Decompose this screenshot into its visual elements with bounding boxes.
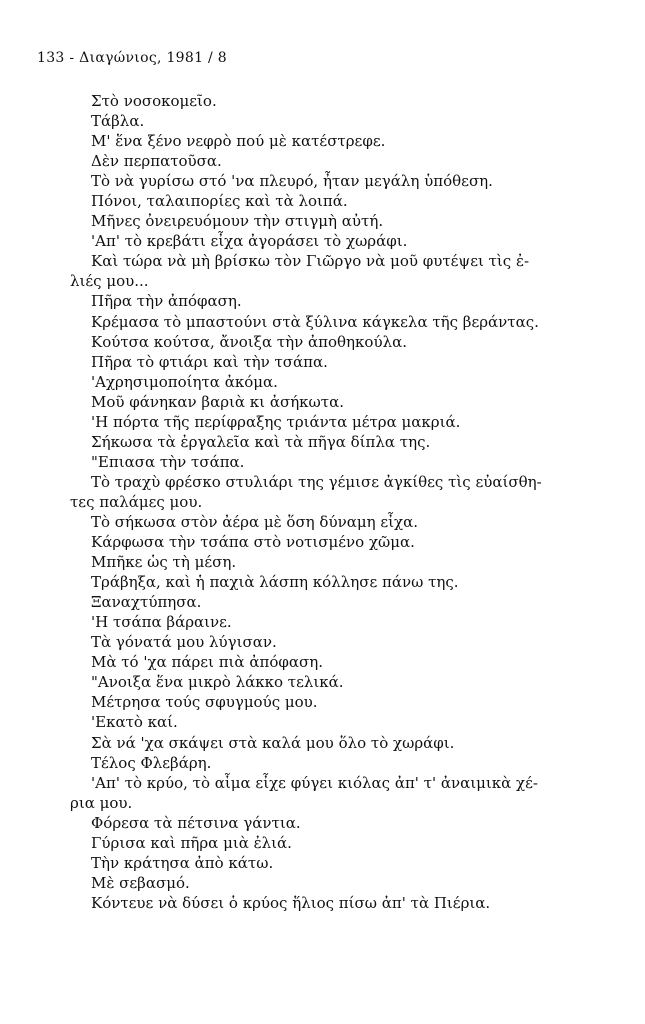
poem-line: "Ανοιξα ἕνα μικρὸ λάκκο τελικά. bbox=[91, 673, 344, 692]
poem-line: Μέτρησα τούς σφυγμούς μου. bbox=[91, 693, 318, 712]
poem-line: Γύρισα καὶ πῆρα μιὰ ἐλιά. bbox=[91, 833, 292, 852]
poem-line: Μὲ σεβασμό. bbox=[91, 873, 190, 892]
poem-line: Κούτσα κούτσα, ἄνοιξα τὴν ἀποθηκούλα. bbox=[91, 332, 407, 351]
poem-line: Μοῦ φάνηκαν βαριὰ κι ἀσήκωτα. bbox=[91, 392, 344, 411]
poem-line: 'Απ' τὸ κρύο, τὸ αἷμα εἶχε φύγει κιόλας ἀπ' τ' ἀναιμικὰ χέ- bbox=[91, 773, 538, 792]
poem-line: Τράβηξα, καὶ ἡ παχιὰ λάσπη κόλλησε πάνω της. bbox=[91, 573, 459, 592]
poem-line: 'Απ' τὸ κρεβάτι εἶχα ἀγοράσει τὸ χωράφι. bbox=[91, 232, 408, 251]
poem-line: Τάβλα. bbox=[91, 112, 145, 131]
poem-line: Μπῆκε ὡς τὴ μέση. bbox=[91, 553, 237, 572]
poem-line: Τὸ τραχὺ φρέσκο στυλιάρι της γέμισε ἀγκίθες τὶς εὐαίσθη- bbox=[91, 472, 542, 491]
poem-line: 'Αχρησιμοποίητα ἀκόμα. bbox=[91, 372, 278, 391]
poem-line-continuation: λιές μου... bbox=[70, 272, 149, 291]
poem-line: Μῆνες ὀνειρευόμουν τὴν στιγμὴ αὐτή. bbox=[91, 212, 384, 231]
poem-line: Τὰ γόνατά μου λύγισαν. bbox=[91, 633, 277, 652]
poem-line: Πόνοι, ταλαιπορίες καὶ τὰ λοιπά. bbox=[91, 192, 348, 211]
poem-line-continuation: ρια μου. bbox=[70, 793, 133, 812]
poem-line: Πῆρα τὴν ἀπόφαση. bbox=[91, 292, 242, 311]
poem-line-continuation: τες παλάμες μου. bbox=[70, 492, 203, 511]
poem-line: 'Εκατὸ καί. bbox=[91, 713, 178, 732]
page-header: 133 - Διαγώνιος, 1981 / 8 bbox=[37, 50, 228, 66]
poem-line: 'Η τσάπα βάραινε. bbox=[91, 613, 232, 632]
poem-line: Ξαναχτύπησα. bbox=[91, 593, 202, 612]
poem-line: Τὸ νὰ γυρίσω στό 'να πλευρό, ἦταν μεγάλη ὑπόθεση. bbox=[91, 172, 493, 191]
poem-line: Κόντευε νὰ δύσει ὁ κρύος ἥλιος πίσω ἀπ' τὰ Πιέρια. bbox=[91, 893, 491, 912]
poem-line: Πῆρα τὸ φτιάρι καὶ τὴν τσάπα. bbox=[91, 352, 328, 371]
poem-line: Δὲν περπατοῦσα. bbox=[91, 152, 222, 171]
poem-line: Κρέμασα τὸ μπαστούνι στὰ ξύλινα κάγκελα τῆς βεράντας. bbox=[91, 312, 539, 331]
poem-line: Τὴν κράτησα ἀπὸ κάτω. bbox=[91, 853, 274, 872]
poem-line: Καὶ τώρα νὰ μὴ βρίσκω τὸν Γιῶργο νὰ μοῦ φυτέψει τὶς ἐ- bbox=[91, 252, 530, 271]
poem-body bbox=[70, 91, 591, 913]
poem-line: 'Η πόρτα τῆς περίφραξης τριάντα μέτρα μακριά. bbox=[91, 412, 461, 431]
poem-line: Στὸ νοσοκομεῖο. bbox=[91, 92, 217, 110]
poem-line: "Επιασα τὴν τσάπα. bbox=[91, 452, 245, 471]
poem-line: Τὸ σήκωσα στὸν ἀέρα μὲ ὅση δύναμη εἶχα. bbox=[91, 512, 418, 531]
poem-line: Σήκωσα τὰ ἐργαλεῖα καὶ τὰ πῆγα δίπλα της. bbox=[91, 432, 431, 451]
poem-line: Σὰ νά 'χα σκάψει στὰ καλά μου ὅλο τὸ χωράφι. bbox=[91, 733, 455, 752]
poem-line: Μ' ἕνα ξένο νεφρὸ πού μὲ κατέστρεφε. bbox=[91, 132, 386, 151]
poem-line: Φόρεσα τὰ πέτσινα γάντια. bbox=[91, 813, 301, 832]
poem-line: Μὰ τό 'χα πάρει πιὰ ἀπόφαση. bbox=[91, 653, 323, 672]
poem-line: Τέλος Φλεβάρη. bbox=[91, 753, 212, 772]
poem-line: Κάρφωσα τὴν τσάπα στὸ νοτισμένο χῶμα. bbox=[91, 533, 415, 552]
